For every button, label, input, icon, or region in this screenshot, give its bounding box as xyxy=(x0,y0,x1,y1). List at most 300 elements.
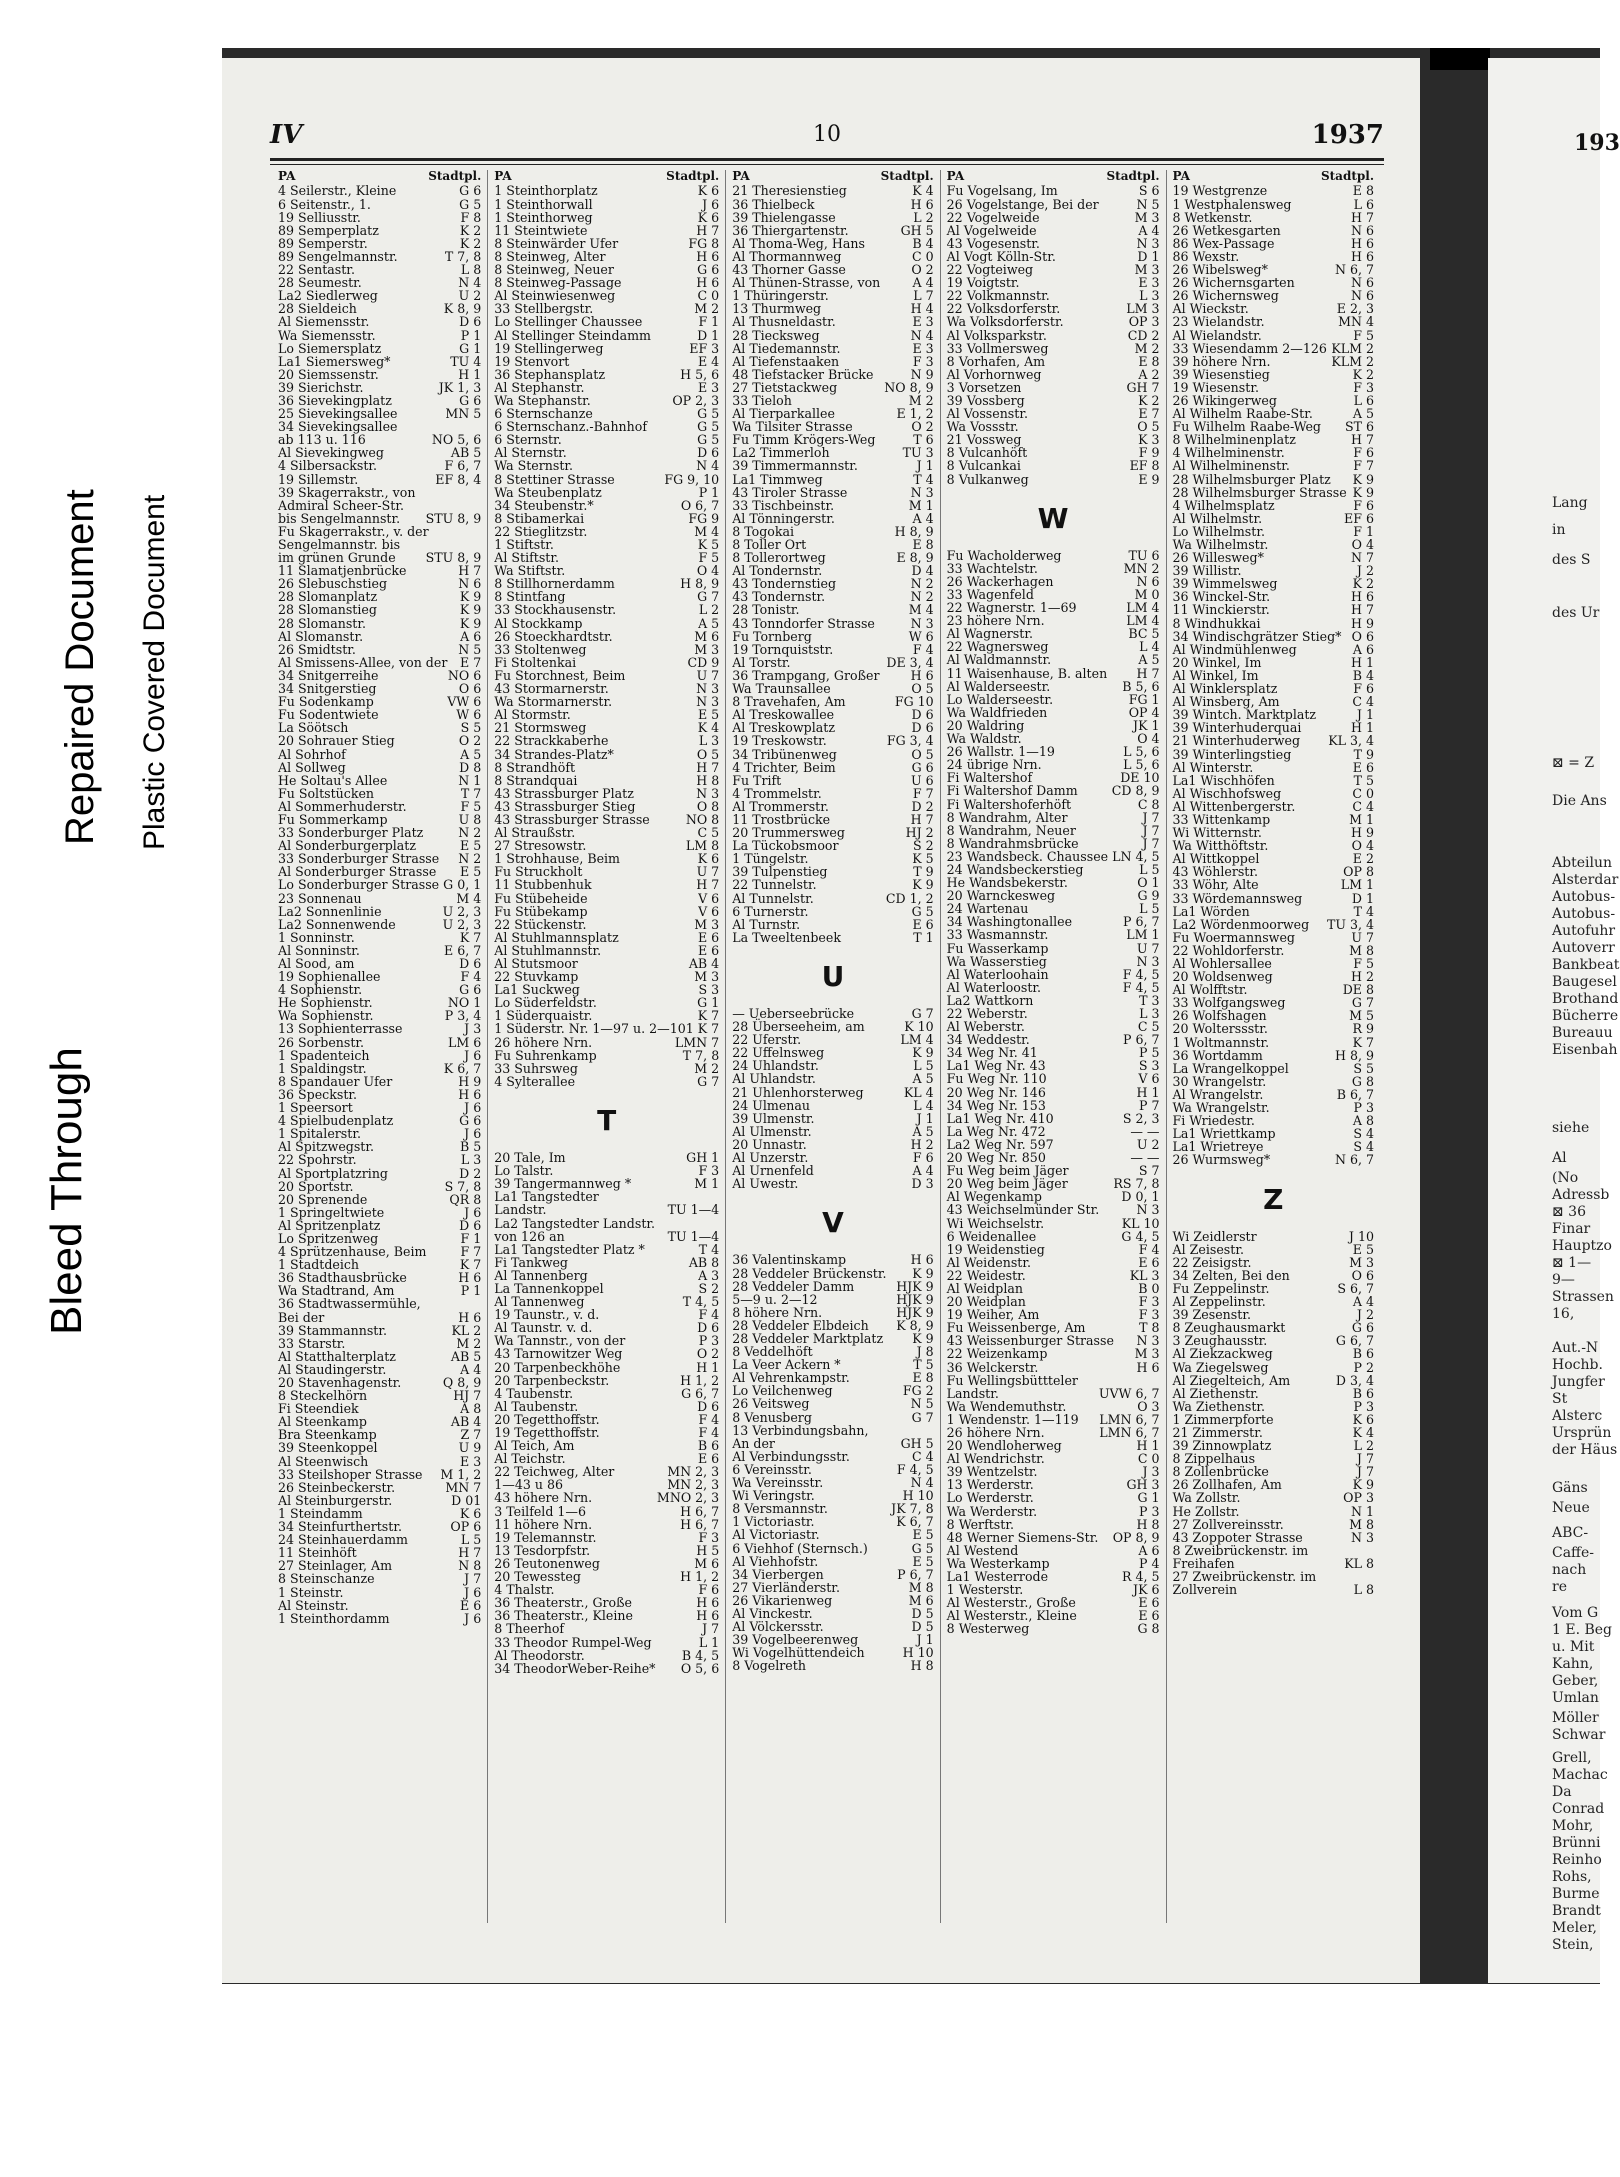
street-entry xyxy=(732,1555,933,1568)
grid-reference: M 0 xyxy=(1134,587,1160,603)
street-name: 33 Tieloh xyxy=(732,392,792,408)
grid-reference: MN 2, 3 xyxy=(667,1477,720,1493)
adjacent-page-line: Caffe- xyxy=(1552,1545,1595,1561)
street-entry xyxy=(278,1193,481,1206)
grid-reference: C 8 xyxy=(1137,796,1160,812)
street-column xyxy=(272,170,487,1923)
grid-reference: F 4 xyxy=(698,1425,720,1441)
street-entry xyxy=(947,329,1160,342)
adjacent-page-line: St xyxy=(1552,1391,1568,1407)
grid-reference: GH 5 xyxy=(900,1435,934,1451)
grid-reference: U 9 xyxy=(458,1440,482,1456)
grid-reference: E 8 xyxy=(1352,183,1374,199)
grid-reference: S 3 xyxy=(698,982,720,998)
grid-reference: G 6 xyxy=(459,183,482,199)
grid-reference: N 6 xyxy=(1350,222,1374,238)
grid-reference: E 6 xyxy=(1138,1608,1160,1624)
grid-reference: K 2 xyxy=(459,235,482,251)
street-name: 36 Welckerstr. xyxy=(946,1359,1039,1375)
street-entry xyxy=(1173,1022,1374,1035)
label-bleed-through: Bleed Through xyxy=(42,1047,91,1335)
street-name: Al Ulmenstr. xyxy=(732,1123,812,1139)
grid-reference: M 2 xyxy=(1134,340,1160,356)
adjacent-page-line: des S xyxy=(1552,552,1591,568)
grid-reference: KL 10 xyxy=(1121,1215,1160,1231)
grid-reference: JK 1, 3 xyxy=(438,379,482,395)
street-name: La1 Wörden xyxy=(1172,903,1250,919)
street-name: Al Tannenberg xyxy=(494,1267,588,1283)
street-entry xyxy=(732,1411,933,1424)
grid-reference: T 9 xyxy=(1353,746,1374,762)
grid-reference: J 10 xyxy=(1348,1228,1374,1244)
street-name: 13 Verbindungsbahn, xyxy=(732,1422,869,1438)
street-name: 89 Sengelmannstr. xyxy=(278,248,398,264)
street-name: 8 Strandquai xyxy=(494,772,578,788)
street-name: Wa Ziethenstr. xyxy=(1172,1398,1266,1414)
grid-reference: H 6 xyxy=(458,1086,482,1102)
grid-reference: CD 8, 9 xyxy=(1111,783,1160,799)
street-entry xyxy=(947,653,1160,666)
grid-reference: O 5 xyxy=(911,681,934,697)
street-name: La1 Wriettkamp xyxy=(1172,1126,1276,1142)
street-entry xyxy=(732,918,933,931)
street-name: La1 Tangstedter xyxy=(494,1189,599,1205)
grid-reference: G 6 xyxy=(459,982,482,998)
street-entry xyxy=(947,811,1160,824)
street-name: 34 Windischgrätzer Stieg* xyxy=(1172,628,1342,644)
street-name: 33 Starstr. xyxy=(278,1335,346,1351)
street-name: 8 Wilhelminenplatz xyxy=(1172,432,1296,448)
street-entry xyxy=(732,1072,933,1085)
grid-reference: C 0 xyxy=(1352,785,1374,801)
street-entry xyxy=(278,368,481,381)
grid-reference: L 3 xyxy=(1139,1006,1160,1022)
street-name: Al Tondernstr. xyxy=(732,563,823,579)
street-name: Al Tönningerstr. xyxy=(732,510,835,526)
street-name: 19 Wiesenstr. xyxy=(1172,379,1259,395)
street-name: Wa Vereinsstr. xyxy=(732,1475,824,1491)
grid-reference: G 6 xyxy=(459,392,482,408)
grid-reference: F 5 xyxy=(1353,956,1374,971)
street-entry xyxy=(1173,1400,1374,1413)
column-header-pa: PA xyxy=(278,169,296,183)
grid-reference: K 9 xyxy=(1352,484,1374,500)
grid-reference: N 2 xyxy=(910,576,934,592)
grid-reference: GH 5 xyxy=(900,222,934,238)
street-entry xyxy=(1173,603,1374,616)
grid-reference: K 6 xyxy=(697,209,720,225)
street-entry xyxy=(947,1374,1160,1387)
grid-reference: FG 1 xyxy=(1128,691,1160,707)
street-name: 33 Stoltenweg xyxy=(494,641,587,657)
street-name: 36 Theaterstr., Große xyxy=(494,1595,632,1611)
street-name: im grünen Grunde xyxy=(278,550,396,566)
adjacent-page-line: Alsterdar xyxy=(1552,872,1619,888)
street-entry xyxy=(732,329,933,342)
grid-reference: J 1 xyxy=(916,1632,934,1648)
street-name: 21 Vossweg xyxy=(946,432,1022,448)
column-header-pa: PA xyxy=(946,169,965,183)
street-name: 8 Zweibrückenstr. im xyxy=(1172,1542,1309,1558)
street-name: Al Uwestr. xyxy=(732,1176,799,1192)
street-name: Lo Siemersplatz xyxy=(278,340,382,356)
street-entry xyxy=(278,774,481,787)
grid-reference: F 6 xyxy=(1353,497,1374,513)
street-name: Al Thormannweg xyxy=(732,248,842,264)
street-entry xyxy=(732,459,933,472)
street-entry xyxy=(494,1062,719,1075)
grid-reference: F 7 xyxy=(460,1244,482,1260)
grid-reference: J 2 xyxy=(1356,1307,1374,1323)
street-entry xyxy=(494,774,719,787)
street-name: 22 Stieglitzstr. xyxy=(494,523,588,539)
section-letter: V xyxy=(822,1206,844,1240)
street-name: Al Walderseestr. xyxy=(946,678,1051,694)
street-name: Al Westerstr., Kleine xyxy=(946,1608,1077,1624)
street-entry xyxy=(1173,512,1374,525)
street-name: 48 Tiefstacker Brücke xyxy=(732,366,874,382)
street-name: 22 Stückenstr. xyxy=(494,916,587,932)
street-entry xyxy=(947,1531,1160,1544)
street-name: 22 Zeisigstr. xyxy=(1172,1254,1252,1270)
street-name: 48 Werner Siemens-Str. xyxy=(946,1529,1099,1545)
grid-reference: K 2 xyxy=(1352,576,1374,592)
grid-reference: K 9 xyxy=(459,615,482,631)
street-name: 8 Wandrahm, Alter xyxy=(946,809,1068,825)
street-name: 8 Westerweg xyxy=(946,1621,1030,1637)
street-entry xyxy=(278,512,481,525)
grid-reference: N 8 xyxy=(458,1558,482,1574)
street-entry xyxy=(732,1594,933,1607)
street-column xyxy=(1166,170,1380,1923)
street-entry xyxy=(494,198,719,211)
street-entry xyxy=(278,342,481,355)
grid-reference: J 6 xyxy=(464,1204,482,1220)
street-name: Al Vossenstr. xyxy=(946,406,1028,422)
grid-reference: K 5 xyxy=(912,851,934,867)
grid-reference: JK 1 xyxy=(1133,717,1160,733)
grid-reference: NO 1 xyxy=(447,995,482,1011)
street-entry xyxy=(732,1125,933,1138)
street-name: Al Sonderburger Strasse xyxy=(278,864,437,880)
street-name: Al Siemensstr. xyxy=(278,314,370,330)
street-name: 24 Uhlandstr. xyxy=(732,1058,819,1074)
page-number: 10 xyxy=(813,122,841,147)
street-name: 27 Zweibrückenstr. im xyxy=(1172,1569,1317,1585)
street-entry xyxy=(947,459,1160,472)
grid-reference: C 4 xyxy=(1352,694,1374,710)
street-entry xyxy=(947,224,1160,237)
street-name: Al Wielandstr. xyxy=(1172,327,1262,343)
street-entry xyxy=(732,787,933,800)
grid-reference: H 1 xyxy=(458,366,482,382)
grid-reference: F 4, 5 xyxy=(896,1461,934,1477)
grid-reference: KLM 2 xyxy=(1331,340,1374,356)
grid-reference: N 5 xyxy=(1136,196,1160,212)
street-name: 27 Stresowstr. xyxy=(494,838,587,854)
street-name: Al Tiedemannstr. xyxy=(732,340,841,356)
grid-reference: TU 4 xyxy=(450,353,482,369)
grid-reference: R 9 xyxy=(1352,1021,1374,1037)
grid-reference: G 7 xyxy=(911,1409,934,1425)
grid-reference: E 2 xyxy=(1352,851,1374,867)
grid-reference: H 1 xyxy=(1136,1438,1160,1454)
adjacent-page-line: siehe xyxy=(1552,1120,1590,1136)
street-name: Fu Sodenkamp xyxy=(278,694,374,710)
street-entry xyxy=(1173,211,1374,224)
adjacent-page-line: Al xyxy=(1552,1150,1567,1166)
street-name: Wi Zeidlerstr xyxy=(1172,1228,1257,1244)
street-entry xyxy=(278,237,481,250)
street-entry xyxy=(732,1306,933,1319)
street-entry xyxy=(1173,656,1374,669)
street-entry xyxy=(1173,1153,1374,1166)
grid-reference: ST 6 xyxy=(1344,419,1374,435)
grid-reference: LM 4 xyxy=(900,1032,934,1048)
street-name: He Soltau's Allee xyxy=(278,772,388,788)
street-name: La Weg Nr. 472 xyxy=(946,1123,1046,1139)
street-name: 39 Steenkoppel xyxy=(278,1440,378,1456)
street-entry xyxy=(732,1099,933,1112)
grid-reference: LM 4 xyxy=(1126,613,1160,629)
grid-reference: G 5 xyxy=(911,1540,934,1556)
street-name: Al Wilhelmstr. xyxy=(1172,510,1263,526)
street-name: 33 Sonderburger Strasse xyxy=(278,851,440,867)
street-name: 20 Waldring xyxy=(946,717,1025,733)
street-entry xyxy=(1173,1505,1374,1518)
street-entry xyxy=(947,1361,1160,1374)
street-entry xyxy=(494,1374,719,1387)
street-name: 1—43 u 86 xyxy=(494,1477,564,1493)
street-entry xyxy=(1173,1491,1374,1504)
street-name: Al Sonninstr. xyxy=(278,942,360,958)
street-name: Al Stuhlmannstr. xyxy=(494,942,602,958)
street-name: 22 Uferstr. xyxy=(732,1032,802,1048)
grid-reference: L 4 xyxy=(913,1097,934,1113)
grid-reference: HJK 9 xyxy=(896,1278,934,1294)
street-entry xyxy=(494,1243,719,1256)
grid-reference: P 3 xyxy=(698,1333,720,1349)
grid-reference: J 6 xyxy=(464,1047,482,1063)
grid-reference: A 4 xyxy=(912,510,934,526)
street-name: 34 Weddestr. xyxy=(946,1032,1030,1048)
street-entry xyxy=(732,878,933,891)
grid-reference: — — xyxy=(1130,1150,1160,1166)
adjacent-page-line: Eisenbah xyxy=(1552,1042,1618,1058)
street-name: La Wrangelkoppel xyxy=(1172,1060,1289,1076)
street-entry xyxy=(947,942,1160,955)
grid-reference: E 6 xyxy=(912,916,934,932)
street-name: 39 Wiesenstieg xyxy=(1172,366,1270,382)
street-column xyxy=(940,170,1166,1923)
grid-reference: M 3 xyxy=(1134,209,1160,225)
grid-reference: E 2, 3 xyxy=(1336,301,1374,317)
street-entry xyxy=(278,1572,481,1585)
grid-reference: E 8 xyxy=(912,537,934,552)
grid-reference: NO 5, 6 xyxy=(431,432,482,448)
street-name: 20 Sprenende xyxy=(278,1191,368,1207)
street-entry xyxy=(278,1599,481,1612)
street-name: 8 Tollerortweg xyxy=(732,550,826,566)
street-name: Al Winklersplatz xyxy=(1172,681,1278,697)
grid-reference: D 6 xyxy=(911,707,934,723)
street-name: 26 Wichernsweg xyxy=(1172,288,1279,304)
grid-reference: KL 2 xyxy=(451,1322,482,1338)
grid-reference: M 2 xyxy=(694,301,720,317)
grid-reference: M 1 xyxy=(1349,811,1374,827)
grid-reference: M 3 xyxy=(694,969,720,985)
street-name: La1 Westerrode xyxy=(946,1569,1049,1585)
street-name: Wa Tilsiter Strasse xyxy=(732,419,853,435)
street-name: 1 Strohhause, Beim xyxy=(494,851,620,867)
grid-reference: M 3 xyxy=(1134,1346,1160,1362)
grid-reference: O 6 xyxy=(1351,1267,1374,1283)
adjacent-page-line: Machac xyxy=(1552,1767,1608,1783)
street-entry xyxy=(494,1049,719,1062)
street-name: 43 Wöhlerstr. xyxy=(1172,864,1259,880)
street-name: Fi Tankweg xyxy=(494,1254,568,1270)
street-name: Al Staudingerstr. xyxy=(278,1361,387,1377)
grid-reference: W 6 xyxy=(908,628,934,644)
street-name: 28 Sieldeich xyxy=(278,301,357,317)
street-name: 1 Steinthorweg xyxy=(494,209,593,225)
street-name: Lo Walderseestr. xyxy=(946,691,1054,707)
street-name: La2 Weg Nr. 597 xyxy=(946,1136,1054,1152)
street-entry xyxy=(732,603,933,616)
street-entry xyxy=(494,1505,719,1518)
street-name: 43 Tiroler Strasse xyxy=(732,484,848,500)
grid-reference: H 4 xyxy=(910,301,934,317)
grid-reference: LM 1 xyxy=(1340,877,1374,893)
grid-reference: AB 4 xyxy=(688,956,720,971)
street-entry xyxy=(494,355,719,368)
grid-reference: H 6 xyxy=(696,275,720,291)
street-name: Al Steinwiesenweg xyxy=(494,288,616,304)
street-name: 4 Sophienstr. xyxy=(278,982,363,998)
grid-reference: P 1 xyxy=(698,484,720,500)
grid-reference: A 5 xyxy=(1352,406,1374,422)
grid-reference: N 1 xyxy=(458,772,482,788)
adjacent-page-line: ⊠ 1— xyxy=(1552,1255,1592,1271)
street-entry xyxy=(278,1049,481,1062)
grid-reference: N 3 xyxy=(910,615,934,631)
street-entry xyxy=(494,918,719,931)
street-name: Al Sportplatzring xyxy=(278,1165,388,1181)
grid-reference: H 6 xyxy=(1351,235,1374,251)
street-name: 8 Strandhöft xyxy=(494,759,576,775)
street-entry xyxy=(278,1167,481,1180)
street-name: 34 Steinfurthertstr. xyxy=(278,1519,402,1535)
grid-reference: K 6, 7 xyxy=(443,1060,482,1076)
street-name: Al Sood, am xyxy=(278,956,355,971)
grid-reference: A 8 xyxy=(1352,1113,1374,1129)
grid-reference: U 2 xyxy=(458,288,482,304)
street-name: 34 Weg Nr. 153 xyxy=(946,1097,1046,1113)
street-name: La2 Tangstedter Landstr. xyxy=(494,1215,656,1231)
street-entry xyxy=(278,1494,481,1507)
grid-reference: TU 1—4 xyxy=(667,1228,720,1244)
grid-reference: H 8, 9 xyxy=(680,576,720,592)
grid-reference: TU 3 xyxy=(902,445,934,461)
street-name: La Tannenkoppel xyxy=(494,1280,604,1296)
street-name: 1 Westerstr. xyxy=(946,1582,1024,1598)
street-name: 20 Siemssenstr. xyxy=(278,366,379,382)
street-name: 4 Thalstr. xyxy=(494,1582,555,1598)
grid-reference: CD 2 xyxy=(1127,327,1160,343)
grid-reference: K 4 xyxy=(1352,1425,1374,1441)
grid-reference: B 6 xyxy=(697,1438,720,1454)
grid-reference: D 2 xyxy=(911,798,934,814)
street-entry xyxy=(1173,617,1374,630)
street-name: 8 Vulcankai xyxy=(946,458,1021,474)
grid-reference: P 1 xyxy=(460,327,482,343)
street-name: Al Sohrhof xyxy=(278,746,346,762)
street-name: 6 Viehhof (Sternsch.) xyxy=(732,1540,868,1556)
street-name: 19 Weiher, Am xyxy=(946,1307,1040,1323)
grid-reference: D 01 xyxy=(451,1492,482,1508)
grid-reference: G 5 xyxy=(697,432,720,448)
street-name: Wa Waldfrieden xyxy=(946,704,1048,720)
street-entry xyxy=(278,1612,481,1625)
grid-reference: J 7 xyxy=(464,1571,482,1587)
grid-reference: K 6 xyxy=(1352,1411,1374,1427)
street-name: 22 Wagnerstr. 1—69 xyxy=(946,600,1077,616)
street-name: Wa Volksdorferstr. xyxy=(946,314,1064,330)
grid-reference: DE 10 xyxy=(1120,770,1160,786)
street-name: Al Treskowplatz xyxy=(732,720,835,736)
grid-reference: NO 8, 9 xyxy=(884,379,934,395)
street-name: 8 Zeughausmarkt xyxy=(1172,1320,1286,1336)
street-entry xyxy=(278,878,481,891)
street-name: 26 Willesweg* xyxy=(1172,550,1264,566)
grid-reference: G 7 xyxy=(697,589,720,605)
street-name: 11 Steinhöft xyxy=(278,1545,357,1561)
street-name: Al Tannenweg xyxy=(494,1294,585,1310)
street-name: 33 Suhrsweg xyxy=(494,1060,578,1076)
grid-reference: T 5 xyxy=(1353,772,1374,788)
street-name: Fu Stübekamp xyxy=(494,903,588,919)
grid-reference: K 9 xyxy=(912,1045,934,1061)
street-name: 24 Wandsbeckerstieg xyxy=(946,861,1084,877)
street-entry xyxy=(732,931,933,944)
street-entry xyxy=(1173,184,1374,197)
street-entry xyxy=(494,617,719,630)
grid-reference: H 2 xyxy=(1351,969,1374,985)
grid-reference: N 3 xyxy=(1136,235,1160,251)
street-name: He Sophienstr. xyxy=(278,995,373,1011)
street-name: Al Uhlandstr. xyxy=(732,1071,816,1087)
street-entry xyxy=(278,211,481,224)
grid-reference: F 4 xyxy=(460,969,482,985)
street-name: Wa Stormarnerstr. xyxy=(494,694,613,710)
street-name: 4 Spielbudenplatz xyxy=(278,1113,394,1129)
street-name: 43 Weichselmünder Str. xyxy=(946,1202,1100,1218)
street-entry xyxy=(278,1297,481,1310)
grid-reference: O 8 xyxy=(696,798,720,814)
grid-reference: E 5 xyxy=(1352,1241,1374,1257)
grid-reference: Q 8, 9 xyxy=(442,1375,482,1390)
street-entry xyxy=(732,342,933,355)
grid-reference: O 4 xyxy=(696,563,720,579)
grid-reference: FG 9 xyxy=(688,510,720,526)
grid-reference: A 5 xyxy=(698,615,720,631)
street-name: 8 Spandauer Ufer xyxy=(278,1073,393,1089)
street-name: 36 Stephansplatz xyxy=(494,366,605,382)
grid-reference: E 8 xyxy=(912,1370,934,1386)
adjacent-page-line: Grell, xyxy=(1552,1750,1592,1766)
street-name: 43 Stormarnerstr. xyxy=(494,681,609,697)
grid-reference: J 6 xyxy=(464,1100,482,1116)
